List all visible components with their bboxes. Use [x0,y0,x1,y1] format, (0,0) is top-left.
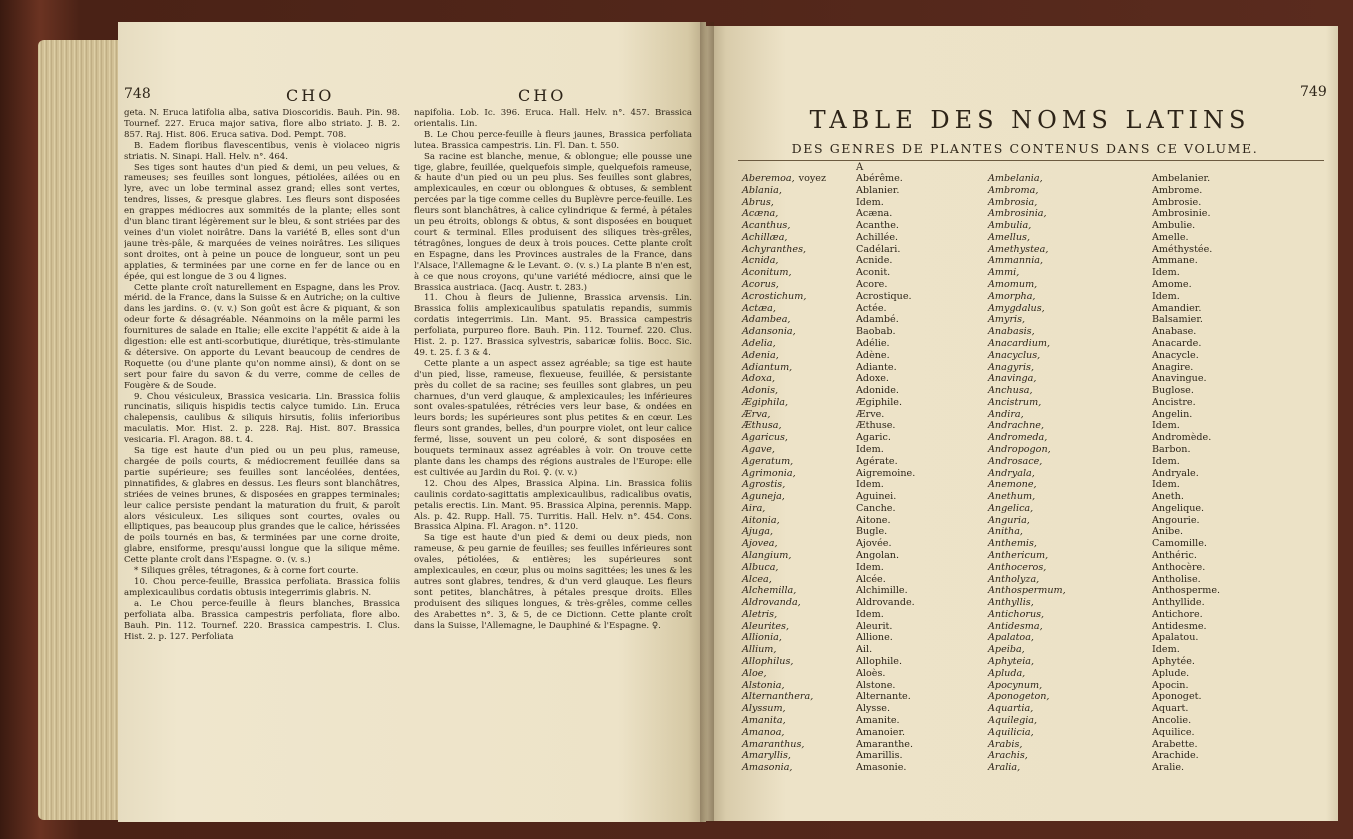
index-entry-latin: Adelia, [742,337,776,349]
index-entry-latin: Actæa, [742,302,776,314]
paragraph: 12. Chou des Alpes, Brassica Alpina. Lin. Brassica foliis caulinis cordato-sagittatis amplexicaulibus, radicalibus ovatis, petalis erectis. Lin. Mant. 95. Brassica Alpina, perennis. Mapp. Als. p. 42. Rupp. Hall. 75. Turritis. Hall. Helv. n°. 454. Cons. Brassica Alpina. Fl. Aragon. n°. 1120. [414,478,692,533]
index-entry-french: Adoxe. [856,373,889,385]
index-entry-french: Antholise. [1152,573,1201,585]
index-entry-latin: Agave, [742,443,775,455]
index-entry-latin: Anthericum, [988,550,1049,561]
running-header-right: CHO [518,86,567,105]
index-entry-latin: Ambrosia, [988,196,1038,208]
index-entry-latin: Anagyris, [988,361,1035,373]
index-entry-latin: Acanthus, [742,220,791,232]
index-entry-french: Angourie. [1152,514,1200,526]
index-entry-latin: Ærva, [742,408,771,420]
index-entry-latin: Aleurites, [742,620,790,632]
index-entry-french: Acore. [856,279,888,291]
paragraph: geta. N. Eruca latifolia alba, sativa Dioscoridis. Bauh. Pin. 98. Tournef. 227. Eruca major sativa, flore albo striato. J. B. 2. 857. Raj. Hist. 806. Eruca sativa. Dod. Pempt. 708. [124,108,400,140]
index-entry-french: Allione. [856,632,893,644]
text-column-left [124,108,400,798]
index-entry-french: Alternante. [856,691,911,703]
index-entry-latin: Arachis, [988,750,1028,762]
index-entry-french: Idem. [1152,267,1180,279]
index-entry-french: Ambrosie. [1152,196,1202,208]
paragraph: * Siliques grêles, tétragones, & à corne fort courte. [134,566,359,577]
index-entry-latin: Aloe, [742,667,767,679]
index-entry-french: Anagire. [1152,361,1194,373]
index-entry-french: Ail. [856,644,873,656]
index-entry-french: Andromède. [1152,432,1212,444]
index-entry-latin: Amanoa, [742,726,785,738]
index-entry-french: Aponoget. [1152,691,1202,703]
index-entry-french: Idem. [856,479,884,491]
index-entry-french: Agaric. [856,432,891,444]
index-entry-french: Amome. [1152,279,1192,291]
index-entry-french: Aleurit. [856,620,893,632]
index-entry-french: Allophile. [856,656,903,668]
index-entry-latin: Ancistrum, [988,396,1042,408]
index-entry-latin: Angelica, [988,502,1034,514]
index-entry-french: Aitone. [856,514,891,526]
index-column-2-latin [988,173,1128,774]
index-entry-latin: Alstonia, [742,679,785,691]
index-column-1-french [856,173,966,774]
index-entry-latin: Adenia, [742,349,779,361]
index-entry-french: Anthocère. [1152,561,1206,573]
index-entry-french: Aigremoine. [856,467,916,479]
index-entry-french: Acnide. [856,255,893,267]
index-entry-french: Bugle. [856,526,888,538]
index-entry-french: Antichore. [1152,608,1203,620]
index-entry-latin: Abrus, [742,196,774,208]
index-entry-latin: Amorpha, [988,290,1036,302]
index-entry-french: Ambulie. [1152,220,1196,232]
index-entry-latin: Allophilus, [742,656,794,668]
index-entry-french: Aquilice. [1152,726,1195,738]
index-entry-french: Aphytée. [1152,656,1195,668]
index-entry-french: Abérême. [856,173,903,184]
index-entry-french: Alstone. [856,679,896,691]
left-page [118,22,706,822]
index-entry-french: Angelin. [1152,408,1193,420]
index-entry-french: Idem. [856,608,884,620]
page-number: 748 [124,86,151,102]
index-entry-french: Angolan. [856,550,900,561]
index-entry-latin: Aconitum, [742,267,792,279]
index-subtitle: DES GENRES DE PLANTES CONTENUS DANS CE VOLUME. [791,141,1259,156]
index-entry-latin: Ajovea, [742,538,778,550]
index-entry-latin: Aquilicia, [988,726,1034,738]
index-entry-french: Ancolie. [1152,714,1192,726]
index-entry-latin: Aira, [742,502,766,514]
index-entry-french: Idem. [1152,455,1180,467]
index-entry-french: Idem. [856,196,884,208]
index-entry-french: Aneth. [1152,491,1184,503]
index-entry-latin: Acorus, [742,279,779,291]
index-title: TABLE DES NOMS LATINS [809,106,1251,134]
index-entry-french: Amelle. [1152,231,1189,243]
index-entry-french: Aguinei. [856,491,897,503]
index-entry-latin: Amygdalus, [988,302,1045,314]
index-entry-latin: Acrostichum, [742,290,807,302]
index-entry-french: Aconit. [856,267,891,279]
index-entry-latin: Amasonia, [742,762,793,774]
index-entry-latin: Acæna, [742,208,779,220]
index-entry-french: Anavingue. [1152,373,1207,385]
index-entry-french: Acrostique. [856,290,912,302]
index-entry-latin: Adoxa, [742,373,776,385]
paragraph: 11. Chou à fleurs de Julienne, Brassica arvensis. Lin. Brassica foliis amplexicaulibus spatulatis repandis, summis cordatis integerrimis. Lin. Mant. 95. Brassica campestris perfoliata, purpureo flore. Bauh. Pin. 112. Tournef. 220. Clus. Hist. 2. p. 127. Brassica sylvestris, sabaricæ foliis. Bocc. Sic. 49. t. 25. f. 3 & 4. [414,293,692,358]
index-entry-latin: Agaricus, [742,432,788,444]
index-entry-latin: Anemone, [988,479,1037,491]
index-entry-latin: Albuca, [742,561,779,573]
index-entry-latin: Anethum, [988,491,1036,503]
index-entry-french: Barbon. [1152,443,1191,455]
index-entry-french: Buglose. [1152,385,1194,397]
index-entry-latin: Achillæa, [742,231,788,243]
index-entry-french: Amanoier. [856,726,906,738]
index-entry-latin: Acnida, [742,255,779,267]
index-entry-latin: Andrachne, [988,420,1045,432]
page-number-right: 749 [1300,84,1327,100]
index-entry-latin: Adonis, [742,385,779,397]
index-entry-latin: Agrostis, [742,479,786,491]
index-entry-french: Ambrosinie. [1152,208,1211,220]
index-entry-french: Æthuse. [856,420,896,432]
index-entry-french: Idem. [856,443,884,455]
index-entry-latin: Ambelania, [988,173,1043,184]
index-entry-french: Adiante. [856,361,897,373]
index-entry-french: Apalatou. [1152,632,1199,644]
index-entry-latin: Amethystea, [988,243,1049,255]
index-entry-french: Apocin. [1152,679,1189,691]
index-entry-latin: Ageratum, [742,455,794,467]
index-entry-latin: Aquilegia, [988,714,1038,726]
index-entry-french: Améthystée. [1152,243,1213,255]
index-entry-latin: Anthospermum, [988,585,1066,597]
index-entry-french: Ambelanier. [1152,173,1211,184]
index-entry-french: Adambé. [856,314,899,326]
index-entry-latin: Andira, [988,408,1024,420]
paragraph: Cette plante croît naturellement en Espagne, dans les Prov. mérid. de la France, dans la Suisse & en Autriche; on la cultive dans les jardins. ⊙. (v. v.) Son goût est âcre & piquant, & son odeur forte & désagréable. Néanmoins on la mêle parmi les fournitures de salade en Italie; elle excite l'appétit & aide à la digestion: elle est anti-scorbutique, diurétique, très-stimulante & détersive. On apporte du Levant beaucoup de cendres de Roquette (ou d'une plante qu'on nomme ainsi), & dont on se sert pour faire du savon & du verre, comme de celles de Fougère & de Soude. [124,282,400,391]
index-entry-french: Aloès. [856,667,886,679]
paragraph: napifolia. Lob. Ic. 396. Eruca. Hall. Helv. n°. 457. Brassica orientalis. Lin. [414,108,692,129]
index-entry-latin: Anthemis, [988,538,1037,550]
index-entry-latin: Anabasis, [988,326,1035,338]
index-entry-latin: Aberemoa, voyez [742,173,827,184]
index-entry-french: Aplude. [1152,667,1190,679]
index-entry-latin: Aphyteia, [988,656,1035,668]
page-edges [38,40,118,820]
index-entry-latin: Apluda, [988,667,1026,679]
index-entry-french: Aldrovande. [856,597,915,609]
index-entry-latin: Ambroma, [988,184,1039,196]
index-entry-latin: Aralia, [988,762,1021,774]
paragraph: 9. Chou vésiculeux, Brassica vesicaria. Lin. Brassica foliis runcinatis, siliquis hispidis tectis calyce tumido. Lin. Eruca chalepensis, caulibus & siliquis hirsutis, foliis inferioribus maculatis. Mor. Hist. 2. p. 228. Raj. Hist. 807. Brassica vesicaria. Fl. Aragon. 88. t. 4. [124,391,400,446]
index-entry-french: Amandier. [1152,302,1202,314]
index-entry-french: Idem. [1152,479,1180,491]
index-entry-latin: Aquartia, [988,703,1034,715]
index-entry-french: Actée. [856,302,887,314]
index-entry-french: Balsamier. [1152,314,1203,326]
index-entry-latin: Anacardium, [988,337,1051,349]
index-entry-latin: Alyssum, [742,703,786,715]
index-entry-french: Ærve. [856,408,885,420]
index-entry-latin: Andryala, [988,467,1035,479]
index-entry-latin: Ægiphila, [742,396,789,408]
index-entry-french: Antidesme. [1152,620,1207,632]
index-entry-latin: Anchusa, [988,385,1033,397]
gutter [700,22,714,822]
index-entry-french: Achillée. [856,231,899,243]
index-entry-latin: Antholyza, [988,573,1040,585]
index-entry-french: Amaranthe. [856,738,913,750]
index-entry-latin: Adiantum, [742,361,793,373]
index-entry-french: Alchimille. [856,585,908,597]
index-entry-latin: Adansonia, [742,326,796,338]
index-entry-french: Alcée. [856,573,886,585]
index-entry-latin: Anguria, [988,514,1030,526]
index-entry-french: Acanthe. [856,220,899,232]
index-entry-latin: Anitha, [988,526,1023,538]
index-entry-french: Baobab. [856,326,896,338]
running-header-left: CHO [286,86,335,105]
index-entry-latin: Anthyllis, [988,597,1034,609]
index-entry-latin: Apalatoa, [988,632,1034,644]
index-entry-latin: Alcea, [742,573,772,585]
index-entry-latin: Allium, [742,644,777,656]
index-entry-french: Cadélari. [856,243,901,255]
index-entry-latin: Ablania, [742,184,782,196]
index-entry-french: Angelique. [1152,502,1205,514]
index-entry-french: Anthosperme. [1152,585,1221,597]
index-entry-latin: Aponogeton, [988,691,1050,703]
index-entry-latin: Alchemilla, [742,585,797,597]
index-entry-latin: Ambulia, [988,220,1032,232]
index-entry-latin: Ambrosinia, [988,208,1047,220]
index-entry-latin: Aitonia, [742,514,780,526]
paragraph: B. Eadem floribus flavescentibus, venis è violaceo nigris striatis. N. Sinapi. Hall. Helv. n°. 464. [124,140,400,162]
index-entry-french: Andryale. [1152,467,1199,479]
index-entry-latin: Achyranthes, [742,243,807,255]
index-entry-french: Amarillis. [856,750,903,762]
paragraph: Ses tiges sont hautes d'un pied & demi, un peu velues, & rameuses; ses feuilles sont longues, pétiolées, ailées ou en lyre, avec un lobe terminal assez grand; elles sont vertes, tendres, lisses, & presque glabres. Les fleurs sont disposées en grappes médiocres aux sommités de la plante; elles sont d'un blanc tirant légèrement sur le bleu, & sont striées par des veines d'un violet noirâtre. Dans la variété B, elles sont d'un jaune très-pâle, & marquées de veines noirâtres. Les siliques sont droites, ont à peine un pouce de longueur, sont un peu applaties, & terminées par une corne en fer de lance ou en épée, qui est longue de 3 ou 4 lignes. [124,162,400,282]
index-entry-french: Anibe. [1152,526,1184,538]
index-entry-latin: Anavinga, [988,373,1037,385]
index-entry-french: Canche. [856,502,896,514]
paragraph: Sa racine est blanche, menue, & oblongue; elle pousse une tige, glabre, feuillée, quelquefois simple, quelquefois rameuse, & haute d'un pied ou un peu plus. Ses feuilles sont glabres, amplexicaules, en cœur ou oblongues & obtuses, & semblent percées par la tige comme celles du Buplèvre perce-feuille. Les fleurs sont blanchâtres, à calice cylindrique & fermé, à pétales un peu étroits, oblongs & obtus, & sont disposées en bouquet court & terminal. Elles produisent des siliques très-grêles, tétragônes, longues de deux à trois pouces. Cette plante croît en Espagne, dans les Provinces australes de la France, dans l'Alsace, l'Allemagne & le Levant. ⊙. (v. s.) La plante B n'en est, à ce que nous croyons, qu'une variété médiocre, ainsi que le Brassica austriaca. (Jacq. Austr. t. 283.) [414,151,692,293]
index-entry-french: Ammane. [1152,255,1198,267]
index-entry-latin: Andromeda, [988,432,1048,444]
index-entry-french: Aquart. [1152,703,1189,715]
paragraph: Sa tige est haute d'un pied ou un peu plus, rameuse, chargée de poils courts, & médiocrement feuillée dans sa partie supérieure; ses feuilles sont lancéolées, dentées, pinnatifides, & glabres en dessus. Les fleurs sont blanchâtres, striées de veines brunes, & disposées en grappes terminales; leur calice persiste pendant la maturation du fruit, & paroît alors vésiculeux. Les siliques sont courtes, ovales ou elliptiques, pas beaucoup plus grandes que le calice, hérissées de poils tournés en bas, & terminées par une corne droite, glabre, ensiforme, presqu'aussi longue que la silique même. Cette plante croît dans l'Espagne. ⊙. (v. s.) [124,446,400,566]
index-entry-french: Amasonie. [856,762,907,774]
index-entry-latin: Amyris, [988,314,1026,326]
index-entry-french: Camomille. [1152,538,1207,550]
index-entry-french: Adélie. [856,337,890,349]
index-entry-latin: Antidesma, [988,620,1043,632]
index-entry-french: Arachide. [1152,750,1199,762]
index-entry-latin: Agrimonia, [742,467,796,479]
index-entry-french: Agérate. [856,455,898,467]
index-entry-latin: Antichorus, [988,608,1045,620]
paragraph: 10. Chou perce-feuille, Brassica perfoliata. Brassica foliis amplexicaulibus cordatis obtusis integerrimis glabris. N. [124,576,400,598]
index-entry-latin: Androsace, [988,455,1043,467]
index-entry-french: Anacarde. [1152,337,1202,349]
index-entry-french: Ancistre. [1152,396,1196,408]
index-entry-latin: Ajuga, [742,526,773,538]
divider [738,160,1324,161]
index-entry-latin: Ammannia, [988,255,1044,267]
paragraph: a. Le Chou perce-feuille à fleurs blanches, Brassica perfoliata alba. Brassica campestris perfoliata, flore albo. Bauh. Pin. 112. Tournef. 220. Brassica campestris. I. Clus. Hist. 2. p. 127. Perfoliata [124,598,400,642]
index-entry-french: Arabette. [1152,738,1198,750]
paragraph: Sa tige est haute d'un pied & demi ou deux pieds, non rameuse, & peu garnie de feuilles; ses feuilles inférieures sont ovales, pétiolées, & entières; les supérieures sont amplexicaules, en cœur, plus ou moins sagittées; les unes & les autres sont glabres, tendres, & d'un verd glauque. Les fleurs sont petites, blanchâtres, à pétales presque droits. Elles produisent des siliques longues, & très-grêles, comme celles des Arabettes n°. 3, & 5, de ce Dictionn. Cette plante croît dans la Suisse, l'Allemagne, le Dauphiné & l'Espagne. ♀. [414,533,692,631]
index-entry-latin: Adambea, [742,314,791,326]
index-entry-latin: Alangium, [742,550,792,561]
index-entry-latin: Æthusa, [742,420,782,432]
index-entry-latin: Amomum, [988,279,1038,291]
index-entry-french: Adonide. [856,385,899,397]
index-entry-french: Anacycle. [1152,349,1199,361]
index-entry-french: Anabase. [1152,326,1197,338]
index-entry-french: Idem. [1152,644,1180,656]
index-entry-french: Adène. [856,349,890,361]
voyez-label: voyez [798,173,827,184]
index-entry-french: Ajovée. [856,538,892,550]
index-entry-latin: Amellus, [988,231,1030,243]
index-entry-french: Idem. [1152,290,1180,302]
index-entry-latin: Amanita, [742,714,786,726]
index-entry-latin: Allionia, [742,632,782,644]
text-column-right [414,108,692,798]
index-entry-latin: Aletris, [742,608,778,620]
index-entry-latin: Aldrovanda, [742,597,801,609]
index-entry-latin: Anacyclus, [988,349,1041,361]
index-entry-french: Ægiphile. [856,396,902,408]
index-entry-latin: Andropogon, [988,443,1051,455]
index-entry-latin: Alternanthera, [742,691,814,703]
index-entry-french: Idem. [1152,420,1180,432]
section-letter: A [856,162,864,173]
index-entry-french: Ambrome. [1152,184,1203,196]
index-entry-french: Anthyllide. [1152,597,1205,609]
index-entry-latin: Aguneja, [742,491,785,503]
paragraph: B. Le Chou perce-feuille à fleurs jaunes, Brassica perfoliata lutea. Brassica campestris. Lin. Fl. Dan. t. 550. [414,129,692,151]
index-entry-latin: Apocynum, [988,679,1043,691]
index-entry-french: Anthéric. [1152,550,1197,561]
index-entry-french: Aralie. [1152,762,1185,774]
index-entry-french: Alysse. [856,703,890,715]
paragraph: Cette plante a un aspect assez agréable; sa tige est haute d'un pied, lisse, rameuse, flexueuse, feuillée, & persistante près du collet de sa racine; ses feuilles sont glabres, un peu charnues, d'un verd glauque, & amplexicaules; les inférieures sont ovales-spatulées, rétrécies vers leur base, & ondées en leurs bords; les supérieures sont plus petites & en cœur. Les fleurs sont grandes, belles, d'un pourpre violet, ont leur calice fermé, lisse, souvent un peu coloré, & sont disposées en bouquets terminaux assez agréables à voir. On trouve cette plante dans les champs des régions australes de l'Europe: elle est cultivée au Jardin du Roi. ♀. (v. v.) [414,358,692,478]
index-entry-latin: Amaryllis, [742,750,791,762]
index-entry-french: Acæna. [856,208,893,220]
index-entry-latin: Arabis, [988,738,1023,750]
index-entry-latin: Apeiba, [988,644,1025,656]
index-entry-latin: Anthoceros, [988,561,1047,573]
index-entry-french: Idem. [856,561,884,573]
index-entry-french: Amanite. [856,714,900,726]
index-entry-latin: Amaranthus, [742,738,805,750]
index-entry-french: Ablanier. [856,184,900,196]
index-column-2-french [1152,173,1272,774]
index-entry-latin: Ammi, [988,267,1020,279]
